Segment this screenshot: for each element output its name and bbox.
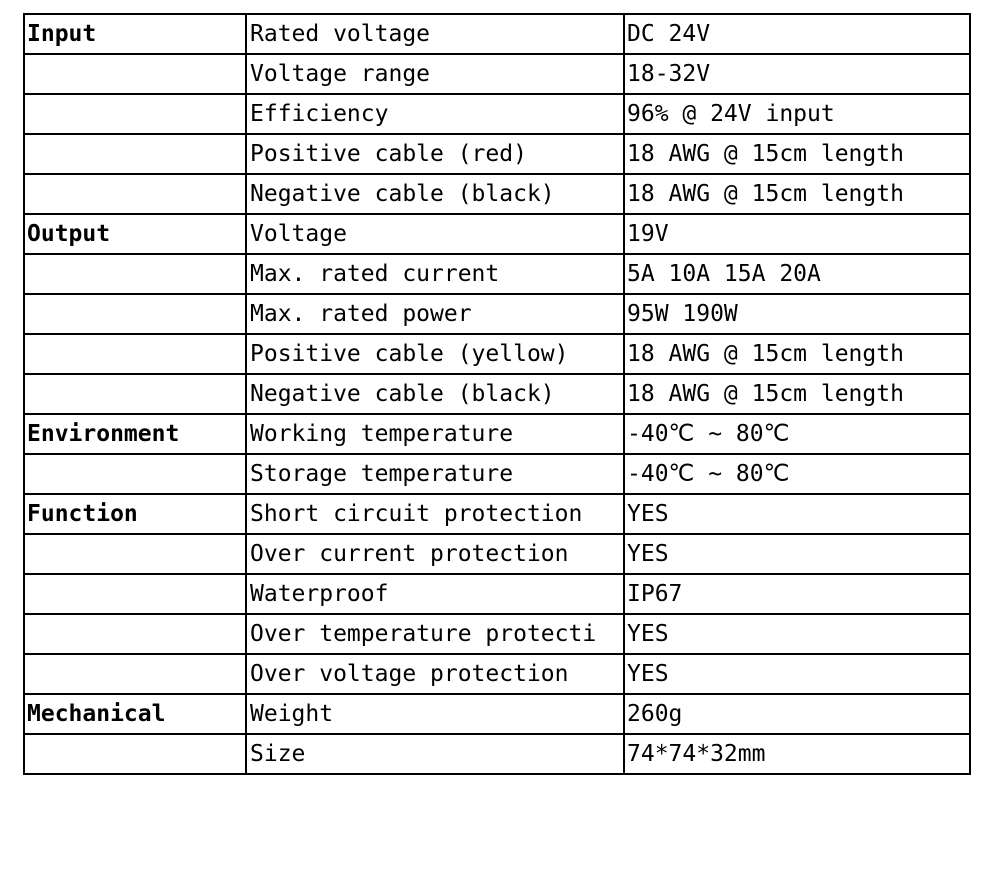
value-cell: YES	[624, 614, 970, 654]
category-cell	[24, 574, 246, 614]
table-row	[24, 374, 970, 414]
table-row	[24, 134, 970, 174]
value-cell: IP67	[624, 574, 970, 614]
parameter-cell: Voltage range	[246, 54, 624, 94]
value-cell: 260g	[624, 694, 970, 734]
table-row	[24, 534, 970, 574]
value-cell: 95W 190W	[624, 294, 970, 334]
value-cell: YES	[624, 534, 970, 574]
parameter-cell: Negative cable (black)	[246, 174, 624, 214]
category-cell	[24, 254, 246, 294]
table-row	[24, 214, 970, 254]
parameter-cell: Working temperature	[246, 414, 624, 454]
category-cell	[24, 94, 246, 134]
table-row	[24, 734, 970, 774]
value-cell: -40℃ ~ 80℃	[624, 414, 970, 454]
value-cell: 96% @ 24V input	[624, 94, 970, 134]
table-row	[24, 454, 970, 494]
spec-table-body	[24, 14, 970, 774]
value-cell: YES	[624, 654, 970, 694]
table-row	[24, 174, 970, 214]
parameter-cell: Max. rated power	[246, 294, 624, 334]
category-cell	[24, 734, 246, 774]
category-cell	[24, 174, 246, 214]
category-cell: Function	[24, 494, 246, 534]
parameter-cell: Efficiency	[246, 94, 624, 134]
value-cell: 18-32V	[624, 54, 970, 94]
parameter-cell: Weight	[246, 694, 624, 734]
value-cell: 19V	[624, 214, 970, 254]
category-cell	[24, 134, 246, 174]
value-cell: 18 AWG @ 15cm length	[624, 374, 970, 414]
value-cell: DC 24V	[624, 14, 970, 54]
parameter-cell: Negative cable (black)	[246, 374, 624, 414]
value-cell: 74*74*32mm	[624, 734, 970, 774]
table-row	[24, 94, 970, 134]
table-row	[24, 494, 970, 534]
value-cell: -40℃ ~ 80℃	[624, 454, 970, 494]
parameter-cell: Size	[246, 734, 624, 774]
parameter-cell: Positive cable (yellow)	[246, 334, 624, 374]
parameter-cell: Rated voltage	[246, 14, 624, 54]
table-row	[24, 574, 970, 614]
parameter-cell: Storage temperature	[246, 454, 624, 494]
category-cell: Mechanical	[24, 694, 246, 734]
table-row	[24, 54, 970, 94]
value-cell: 18 AWG @ 15cm length	[624, 174, 970, 214]
category-cell	[24, 614, 246, 654]
parameter-cell: Waterproof	[246, 574, 624, 614]
category-cell	[24, 654, 246, 694]
category-cell	[24, 294, 246, 334]
category-cell	[24, 374, 246, 414]
table-row	[24, 654, 970, 694]
spec-table	[23, 13, 971, 775]
category-cell	[24, 454, 246, 494]
category-cell	[24, 334, 246, 374]
parameter-cell: Over current protection	[246, 534, 624, 574]
category-cell: Input	[24, 14, 246, 54]
category-cell: Environment	[24, 414, 246, 454]
category-cell: Output	[24, 214, 246, 254]
parameter-cell: Positive cable (red)	[246, 134, 624, 174]
parameter-cell: Over temperature protecti	[246, 614, 624, 654]
table-row	[24, 614, 970, 654]
category-cell	[24, 54, 246, 94]
table-row	[24, 294, 970, 334]
value-cell: 5A 10A 15A 20A	[624, 254, 970, 294]
table-row	[24, 694, 970, 734]
table-row	[24, 254, 970, 294]
table-row	[24, 414, 970, 454]
table-row	[24, 334, 970, 374]
parameter-cell: Over voltage protection	[246, 654, 624, 694]
parameter-cell: Short circuit protection	[246, 494, 624, 534]
value-cell: 18 AWG @ 15cm length	[624, 134, 970, 174]
parameter-cell: Voltage	[246, 214, 624, 254]
category-cell	[24, 534, 246, 574]
value-cell: YES	[624, 494, 970, 534]
table-row	[24, 14, 970, 54]
value-cell: 18 AWG @ 15cm length	[624, 334, 970, 374]
parameter-cell: Max. rated current	[246, 254, 624, 294]
